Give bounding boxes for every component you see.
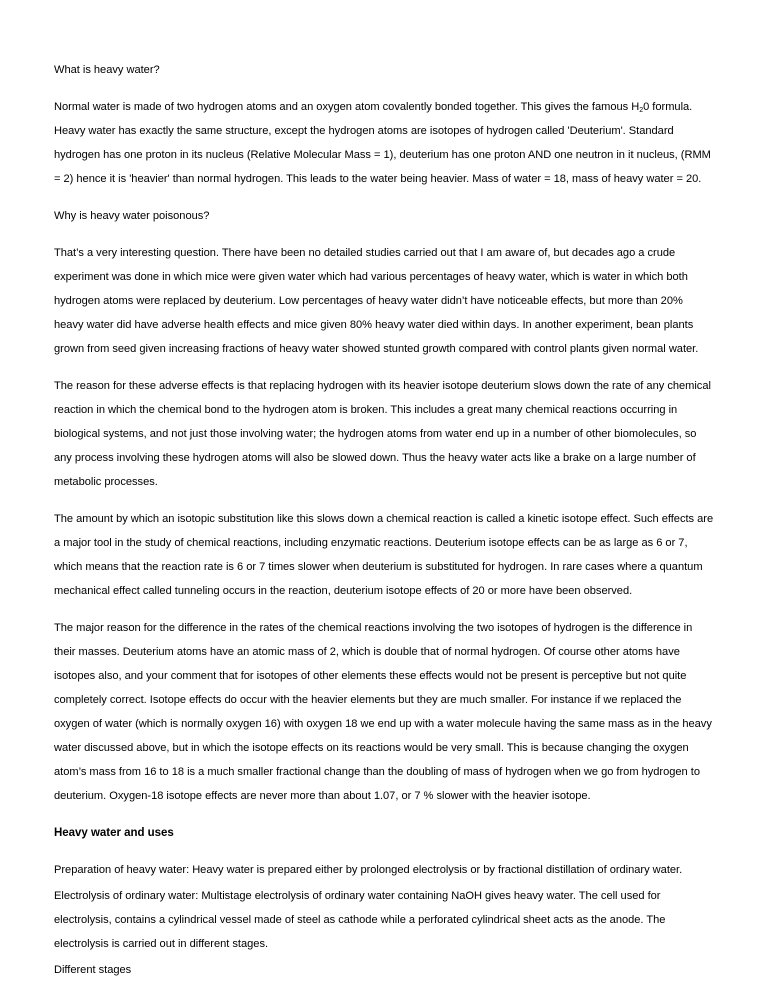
paragraph-adverse-effects-reason: The reason for these adverse effects is that replacing hydrogen with its heavier isotope deuterium slows down the rate of any chemical reaction in which the chemical bond to the hydrogen atom is broken. This includes a great many chemical reactions occurring in biological systems, and not just those involving water; the hydrogen atoms from water end up in a number of other biomolecules, so any process involving these hydrogen atoms will also be slowed down. Thus the heavy water acts like a brake on a large number of metabolic processes. <box>54 380 711 488</box>
paragraph-preparation: Preparation of heavy water: Heavy water is prepared either by prolonged electrolysis or by fractional distillation of ordinary water. <box>54 864 683 876</box>
paragraph-mice-experiment: That’s a very interesting question. There have been no detailed studies carried out that I am aware of, but decades ago a crude experiment was done in which mice were given water which had various percentages of heavy water, which is water in which both hydrogen atoms were replaced by deuterium. Low percentages of heavy water didn’t have noticeable effects, but more than 20% heavy water did have adverse health effects and mice given 80% heavy water died within days. In another experiment, bean plants grown from seed given increasing fractions of heavy water showed stunted growth compared with control plants given normal water. <box>54 247 699 355</box>
definition-text-end: 0 formula. Heavy water has exactly the same structure, except the hydrogen atoms are isotopes of hydrogen called 'Deuterium'. Standard hydrogen has one proton in its nucleus (Relative Molecular Mass = 1), deuterium has one proton AND one neutron in it nucleus, (RMM = 2) hence it is 'heavier' than normal hydrogen. This leads to the water being heavier. Mass of water = 18, mass of heavy water = 20. <box>54 101 711 185</box>
section-heading-heavy-water-uses: Heavy water and uses <box>54 827 174 839</box>
document-page <box>54 58 714 982</box>
paragraph-electrolysis: Electrolysis of ordinary water: Multistage electrolysis of ordinary water containing NaOH gives heavy water. The cell used for electrolysis, contains a cylindrical vessel made of steel as cathode while a perforated cylindrical sheet acts as the anode. The electrolysis is carried out in different stages. <box>54 890 666 950</box>
paragraph-kinetic-isotope-effect: The amount by which an isotopic substitution like this slows down a chemical reaction is called a kinetic isotope effect. Such effects are a major tool in the study of chemical reactions, including enzymatic reactions. Deuterium isotope effects can be as large as 6 or 7, which means that the reaction rate is 6 or 7 times slower when deuterium is substituted for hydrogen. In rare cases where a quantum mechanical effect called tunneling occurs in the reaction, deuterium isotope effects of 20 or more have been observed. <box>54 513 714 597</box>
paragraph-heavy-water-definition <box>54 95 714 191</box>
question-heading-what-is-heavy-water: What is heavy water? <box>54 64 160 76</box>
paragraph-different-stages: Different stages <box>54 964 132 976</box>
paragraph-mass-difference: The major reason for the difference in the rates of the chemical reactions involving the two isotopes of hydrogen is the difference in their masses. Deuterium atoms have an atomic mass of 2, which is double that of normal hydrogen. Of course other atoms have isotopes also, and your comment that for isotopes of other elements these effects would not be present is perceptive but not quite completely correct. Isotope effects do occur with the heavier elements but they are much smaller. For instance if we replaced the oxygen of water (which is normally oxygen 16) with oxygen 18 we end up with a water molecule having the same mass as in the heavy water discussed above, but in which the isotope effects on its reactions would be very small. This is because changing the oxygen atom’s mass from 16 to 18 is a much smaller fractional change than the doubling of mass of hydrogen when we go from hydrogen to deuterium. Oxygen-18 isotope effects are never more than about 1.07, or 7 % slower with the heavier isotope. <box>54 622 712 802</box>
question-heading-why-poisonous: Why is heavy water poisonous? <box>54 210 210 222</box>
subscript-two: 2 <box>639 107 644 114</box>
definition-text-start: Normal water is made of two hydrogen atoms and an oxygen atom covalently bonded together. This gives the famous H <box>54 101 640 113</box>
